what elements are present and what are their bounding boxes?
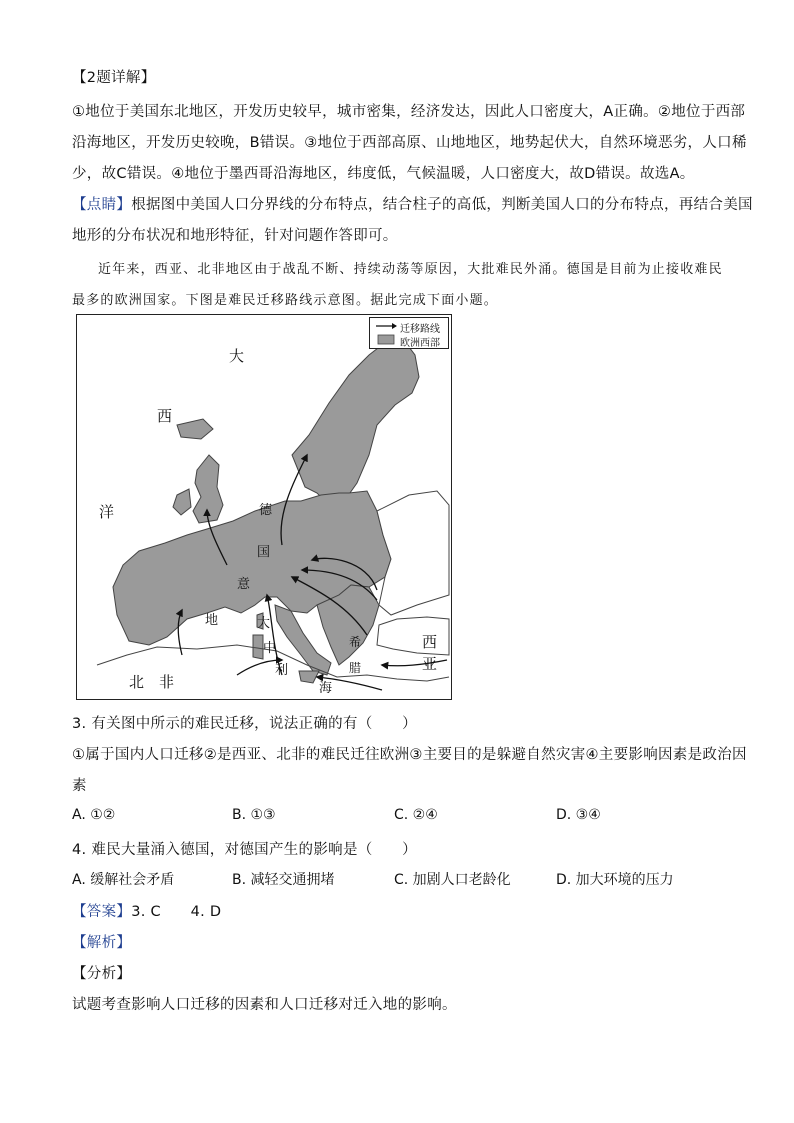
sardinia-shape [253,635,263,659]
iceland-shape [177,419,213,439]
legend-route-label: 迁移路线 [400,324,440,335]
tip-line-1 [72,193,753,214]
tip-text-1: 根据图中美国人口分界线的分布特点，结合柱子的高低，判断美国人口的分布特点，再结合美国 [131,197,753,213]
label-westasia-xi: 西 [422,633,438,651]
q3-stem: 3. 有关图中所示的难民迁移，说法正确的有（ ） [72,716,417,732]
tip-label: 【点睛】 [72,197,132,213]
q3-statements-2: 素 [72,778,87,794]
q3-option-b: B. ①③ [232,807,276,823]
legend-region-label: 欧洲西部 [400,338,440,349]
analysis-label: 【解析】 [72,935,132,951]
q4-option-b: B. 减轻交通拥堵 [232,872,335,888]
label-med-hai: 海 [319,681,333,696]
fenxi-text: 试题考查影响人口迁移的因素和人口迁移对迁入地的影响。 [72,997,457,1013]
q4-option-d: D. 加大环境的压力 [556,872,674,888]
britain-shape [193,455,223,523]
legend-region-icon [378,335,394,344]
label-germany-guo: 国 [257,545,271,560]
explanation-line-3: 少，故C错误。④地位于墨西哥沿海地区，纬度低，气候温暖，人口密度大，故D错误。故选A。 [72,166,695,182]
label-italy-yi: 意 [237,577,251,592]
answer-label: 【答案】 [72,904,132,920]
scandinavia-shape [292,339,419,505]
sicily-shape [299,671,319,683]
label-atlantic-yang: 洋 [99,503,115,521]
label-greece-xi: 希 [349,635,362,649]
label-atlantic-da: 大 [229,347,245,365]
passage-line-2: 最多的欧洲国家。下图是难民迁移路线示意图。据此完成下面小题。 [72,293,499,308]
q4-option-c: C. 加剧人口老龄化 [394,872,511,888]
q3-option-d: D. ③④ [556,807,601,823]
passage-line-1: 近年来，西亚、北非地区由于战乱不断、持续动荡等原因，大批难民外涌。德国是目前为止接收难民 [98,262,723,277]
map-legend [369,317,449,349]
label-greece-la: 腊 [349,661,362,675]
explanation-line-2: 沿海地区，开发历史较晚，B错误。③地位于西部高原、山地地区，地势起伏大，自然环境恶劣，人口稀 [72,135,747,151]
answer-line [72,900,221,921]
tip-line-2: 地形的分布状况和地形特征，针对问题作答即可。 [72,228,398,244]
label-med-di: 地 [205,613,219,628]
section-header: 【2题详解】 [72,70,156,86]
answer-value: 3. C 4. D [131,904,222,920]
route-westasia-in [382,660,447,666]
label-italy-da: 大 [257,616,271,631]
turkey-outline [377,617,449,655]
explanation-line-1: ①地位于美国东北地区，开发历史较早，城市密集，经济发达，因此人口密度大，A正确。②地位于西部 [72,104,746,120]
label-italy-li: 利 [275,663,289,678]
q3-statements-1: ①属于国内人口迁移②是西亚、北非的难民迁往欧洲③主要目的是躲避自然灾害④主要影响因素是政治因 [72,747,747,763]
legend-symbols [372,318,400,348]
label-med-zhong: 中 [263,641,277,656]
label-westasia-ya: 亚 [422,655,438,673]
q4-option-a: A. 缓解社会矛盾 [72,872,175,888]
label-germany-de: 德 [259,503,273,518]
label-north-africa: 北 非 [129,673,175,691]
q4-stem: 4. 难民大量涌入德国，对德国产生的影响是（ ） [72,842,417,858]
fenxi-label: 【分析】 [72,966,132,982]
q3-option-c: C. ②④ [394,807,438,823]
ireland-shape [173,489,191,515]
refugee-migration-map [76,314,452,700]
label-atlantic-xi: 西 [157,407,173,425]
q3-option-a: A. ①② [72,807,116,823]
